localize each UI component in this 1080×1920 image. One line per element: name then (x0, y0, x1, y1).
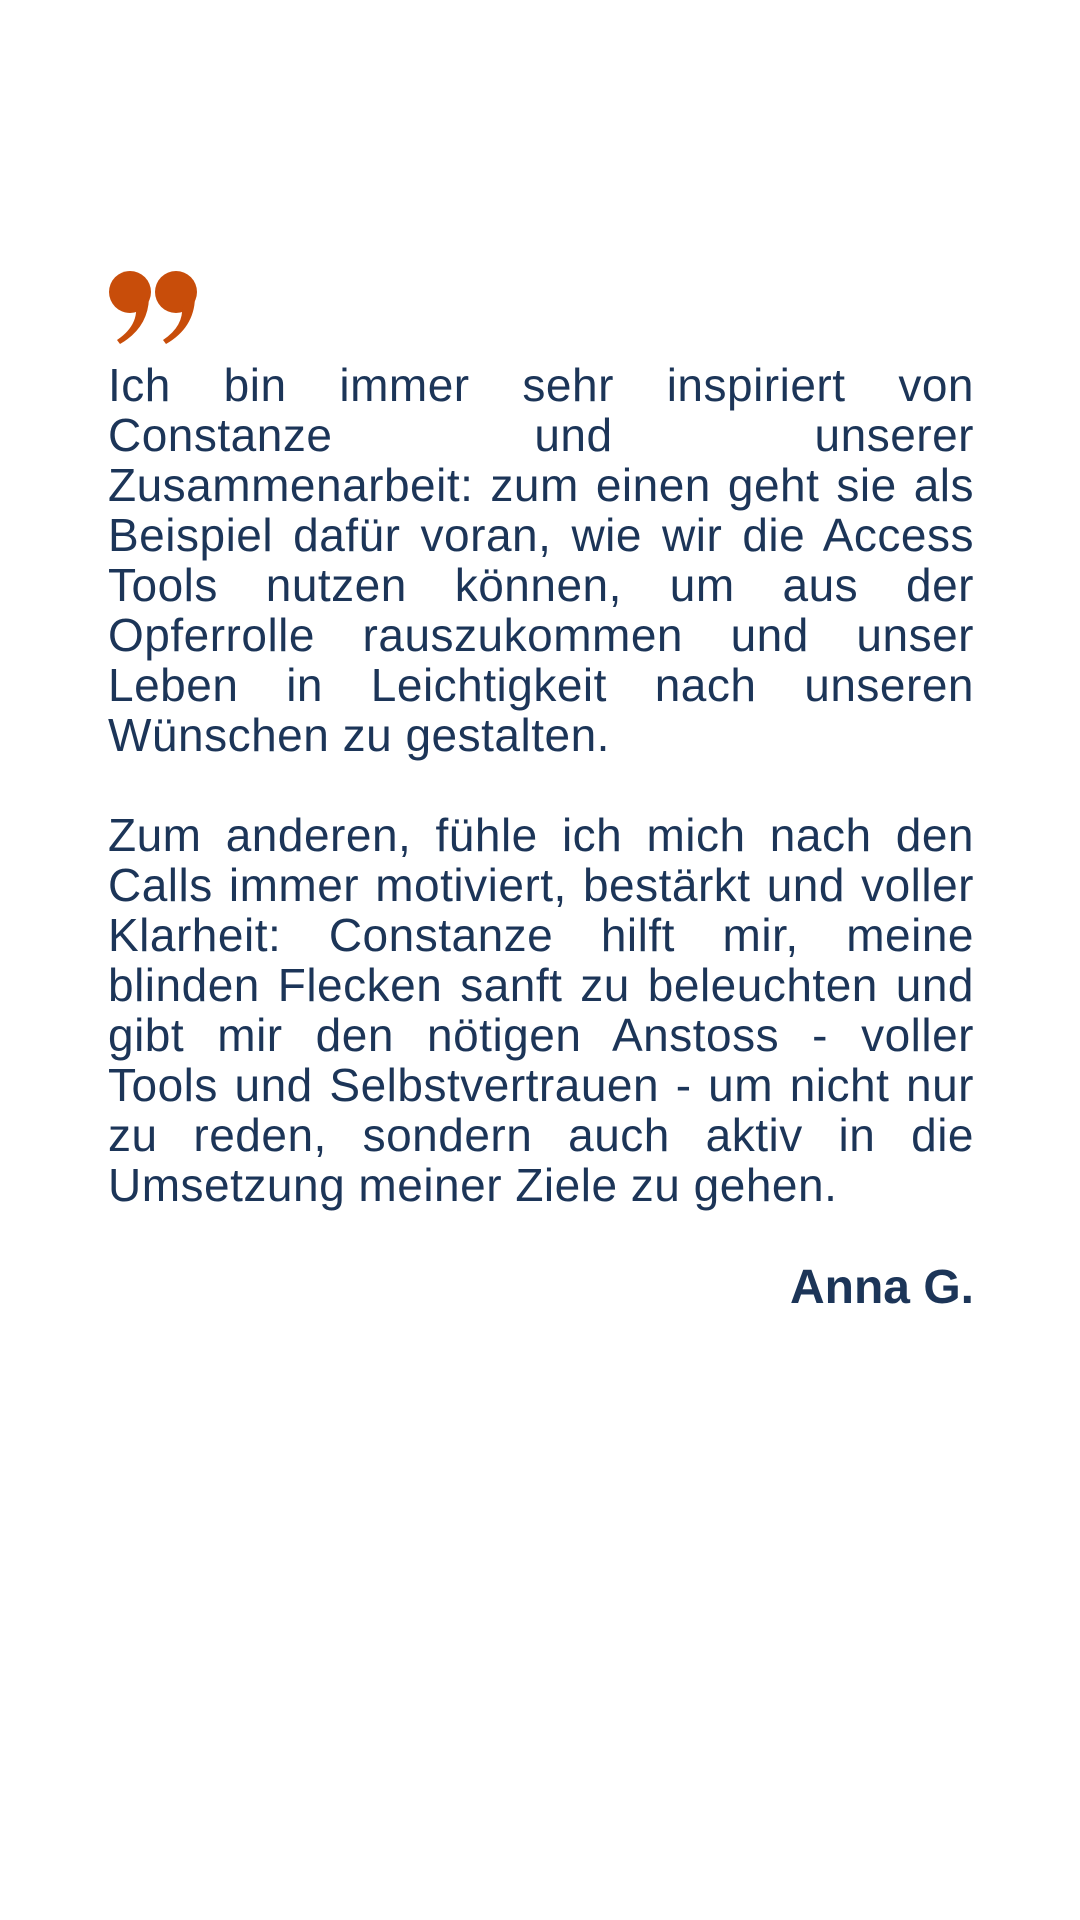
closing-quote-icon (108, 270, 200, 346)
quote-paragraph-1: Ich bin immer sehr inspiriert von Constanze und unserer Zusammenarbeit: zum einen geht sie als Beispiel dafür voran, wie wir die Access Tools nutzen können, um aus der Opferrolle rauszukommen und unser Leben in Leichtigkeit nach unseren Wünschen zu gestalten. (108, 359, 974, 761)
testimonial-card (108, 270, 974, 1316)
quote-paragraph-2: Zum anderen, fühle ich mich nach den Calls immer motiviert, bestärkt und voller Klarheit: Constanze hilft mir, meine blinden Flecken sanft zu beleuchten und gibt mir den nötigen Anstoss - voller Tools und Selbstvertrauen - um nicht nur zu reden, sondern auch aktiv in die Umsetzung meiner Ziele zu gehen. (108, 809, 974, 1211)
testimonial-author: Anna G. (789, 1261, 974, 1314)
testimonial-quote (108, 360, 974, 1210)
